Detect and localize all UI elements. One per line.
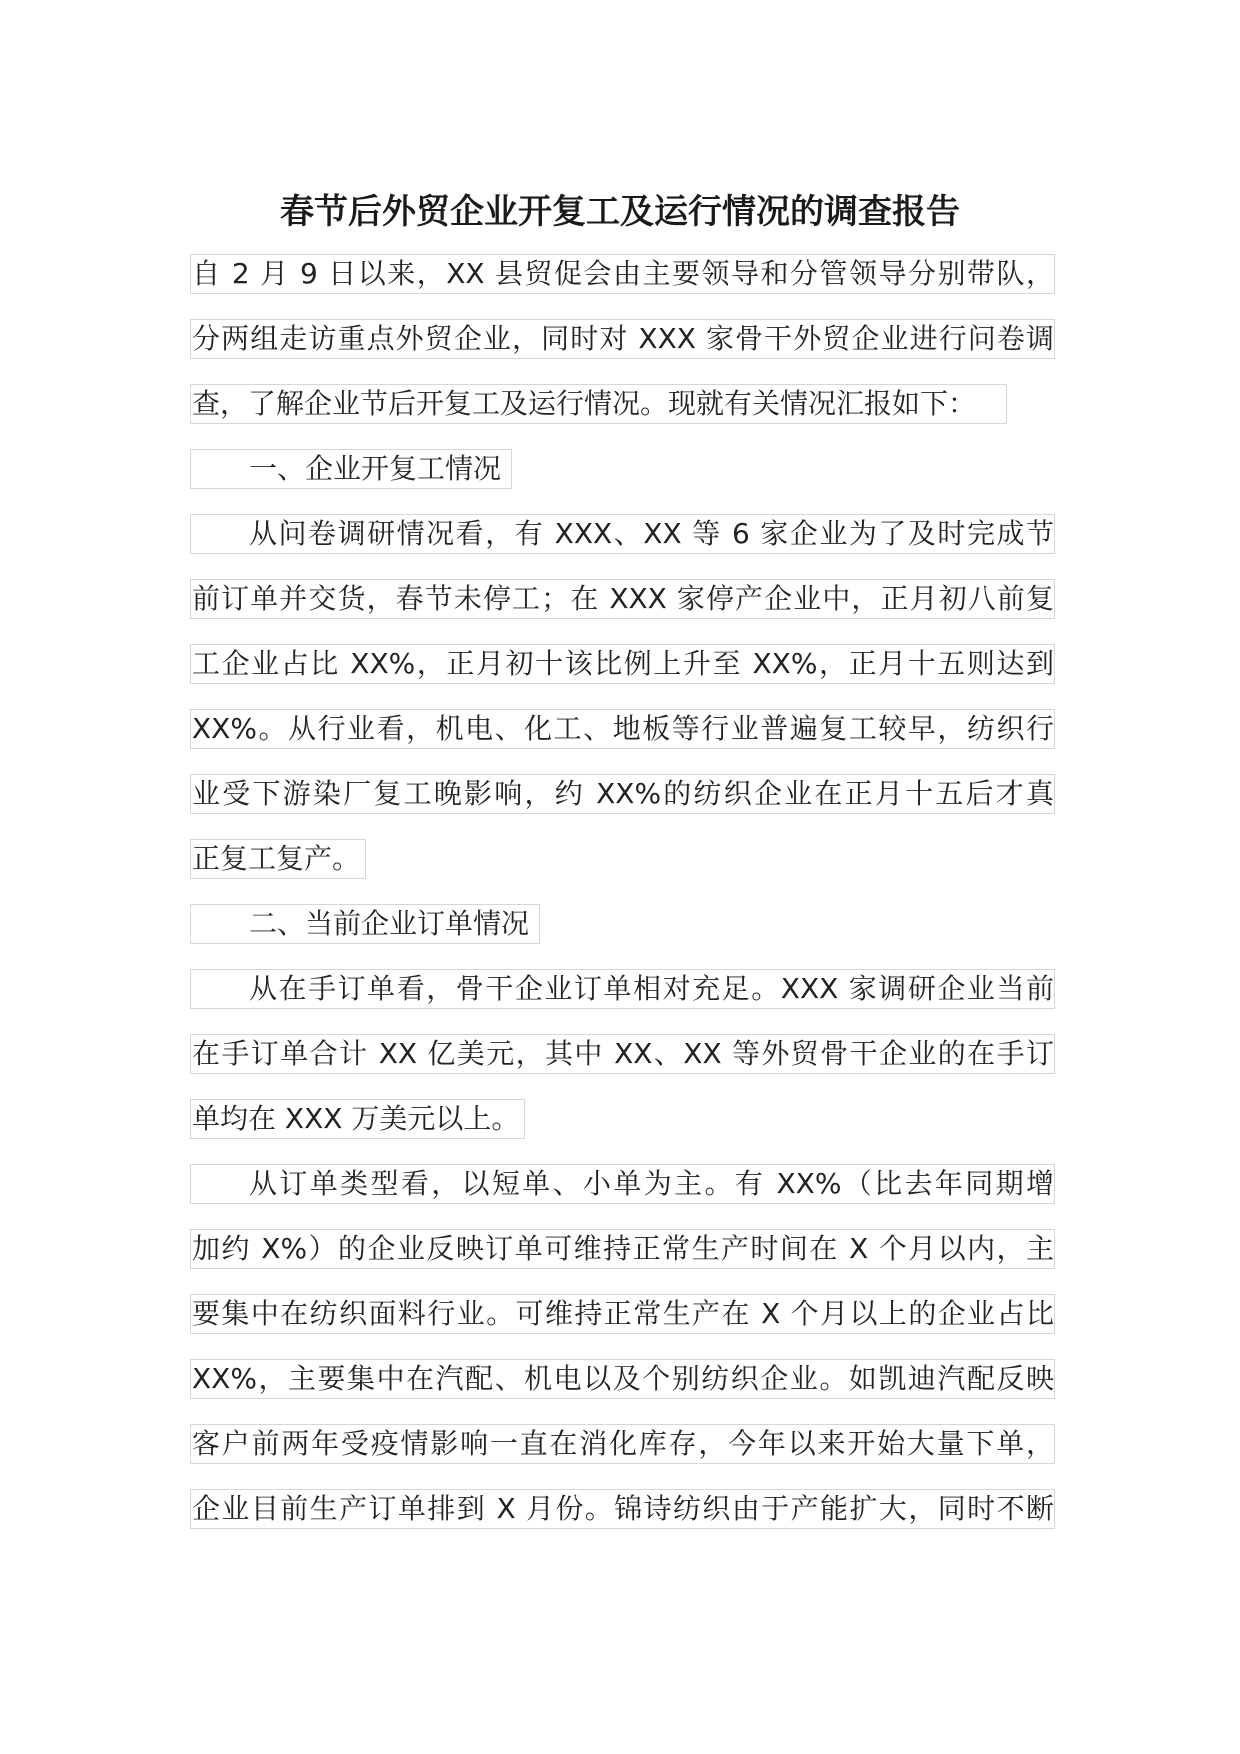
paragraph-line: 加约 X%）的企业反映订单可维持正常生产时间在 X 个月以内，主: [190, 1229, 1055, 1269]
paragraph-line: 客户前两年受疫情影响一直在消化库存，今年以来开始大量下单，: [190, 1424, 1055, 1464]
paragraph-line: XX%，主要集中在汽配、机电以及个别纺织企业。如凯迪汽配反映: [190, 1359, 1055, 1399]
paragraph-line: 业受下游染厂复工晚影响，约 XX%的纺织企业在正月十五后才真: [190, 774, 1055, 814]
document-title: 春节后外贸企业开复工及运行情况的调查报告: [280, 192, 960, 232]
paragraph-line: 自 2 月 9 日以来，XX 县贸促会由主要领导和分管领导分别带队，: [190, 254, 1055, 294]
paragraph-line: 前订单并交货，春节未停工；在 XXX 家停产企业中，正月初八前复: [190, 579, 1055, 619]
section-heading: 二、当前企业订单情况: [190, 904, 540, 944]
paragraph-line: 查，了解企业节后开复工及运行情况。现就有关情况汇报如下：: [190, 384, 1007, 424]
paragraph-line: 正复工复产。: [190, 839, 366, 879]
paragraph-line: 从在手订单看，骨干企业订单相对充足。XXX 家调研企业当前: [190, 969, 1055, 1009]
paragraph-line: 分两组走访重点外贸企业，同时对 XXX 家骨干外贸企业进行问卷调: [190, 319, 1055, 359]
paragraph-line: 从问卷调研情况看，有 XXX、XX 等 6 家企业为了及时完成节: [190, 514, 1055, 554]
paragraph-line: 单均在 XXX 万美元以上。: [190, 1099, 525, 1139]
paragraph-line: 企业目前生产订单排到 X 月份。锦诗纺织由于产能扩大，同时不断: [190, 1489, 1055, 1529]
section-heading: 一、企业开复工情况: [190, 449, 512, 489]
paragraph-line: 在手订单合计 XX 亿美元，其中 XX、XX 等外贸骨干企业的在手订: [190, 1034, 1055, 1074]
paragraph-line: 工企业占比 XX%，正月初十该比例上升至 XX%，正月十五则达到: [190, 644, 1055, 684]
paragraph-line: XX%。从行业看，机电、化工、地板等行业普遍复工较早，纺织行: [190, 709, 1055, 749]
paragraph-line: 从订单类型看，以短单、小单为主。有 XX%（比去年同期增: [190, 1164, 1055, 1204]
paragraph-line: 要集中在纺织面料行业。可维持正常生产在 X 个月以上的企业占比: [190, 1294, 1055, 1334]
